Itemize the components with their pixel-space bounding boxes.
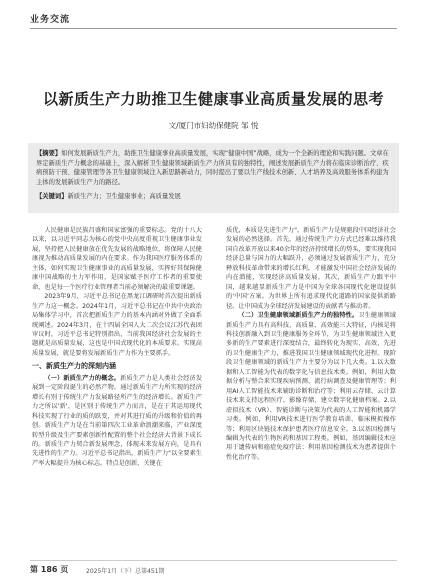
keywords-text: 新质生产力；卫生健康事业；高质量发展 — [67, 193, 181, 201]
keywords-line — [36, 191, 391, 200]
abstract-text: 如何发展新质生产力，助推卫生健康事业高质量发展，实现“健康中国”战略，成为一个全新的理论和实践问题。文章在界定新质生产力概念的基础上，深入解析卫生健康领域新质生产力所具有的独特性，阐述发展新质生产力将在临床诊断治疗、疾病预防干预、健康管理等各卫生健康领域注入新思路新动力，同时提出了要以生产线技术创新、人才培养及高效服务体系构建为主体的发展新质生产力的路径。 — [36, 150, 389, 186]
article-title: 以新质生产力助推卫生健康事业高质量发展的思考 — [42, 90, 384, 108]
sub-heading: （一）新质生产力的概念。 — [44, 374, 121, 382]
issue-info: 2025年1月（下）总第451期 — [86, 568, 165, 575]
section-rule — [30, 28, 397, 29]
sub-heading: （二）卫生健康领域新质生产力的独特性。 — [238, 312, 359, 320]
page-footer — [30, 560, 397, 577]
sub-paragraph-text: 卫生健康领域新质生产力具有高科技、高质量、高效能三大特征，内核是将科技创新融入到卫生健康服务全环节，为卫生健康领域注入更多新的生产要素进行深度结合，最终转化为现实、高效、先进的卫生健康生产力，推进我国卫生健康领域现代化进程。现阶段卫生健康领域的新质生产力主要分为以下几大类。1.以大数据和人工智能为代表的数字化与信息技术类。例如，利用大数据分析与整合来实现疾病预测、流行病调查及健康管理等；利用AI人工智能技术来辅助诊断和治疗等；利用云存储、云计算技术来支持远程医疗、影像存储、建立数字化健康档案。2.以虚拟技术（VR）、智能诊断与决策为代表的人工智能和机器学习类。例如，利用VR技术进行医学教育培训、临床模拟操作等；利用区块链技术保护患者医疗信息安全。3.以基因检测与编辑为代表的生物医药和基因工程类。例如，基因编辑技术应用于遗传病和癌症免疫疗法；利用基因检测技术为患者提供个性化治疗等。 — [226, 312, 396, 461]
abstract-label: 【摘要】 — [36, 150, 62, 157]
body-paragraph — [32, 374, 202, 469]
body-paragraph: 2023年9月，习近平总书记在黑龙江调研时首次提出新质生产力这一概念。2024年1月，习近平总书记在中共中央政治局集体学习中，首次把新质生产力的基本内涵对外做了全面系统阐述。2024年3月，在十四届全国人大二次会议江苏代表团审议时，习近平总书记特别指出，当前我国经济社会发展的主题就是高质量发展，这也是中国式现代化的本质要求。实现高质量发展，就是要将发展新质生产力作为主要抓手。 — [32, 293, 202, 357]
article-author: 文/厦门市妇幼保健院 邹 悦 — [168, 121, 259, 130]
sub-paragraph-text: 新质生产力是人类社会经济发展到一定阶段诞生的必然产物。通过新质生产力所实现的经济增长有别于传统生产力发展路径所产生的经济增长。新质生产力之所以'新'，是区别于传统生产力而言，是在于其运用现代科技实现了行业的质的跃变，并对其进行质的升级和价值的再创。新质生产力是在当前第四次工业革命浪潮来临，产业深度转型升级及生产要素创新性配置的整个社会经济大背景下成长的。新质生产力契合新发展理念，体现未来发展方向，是具有先进性的生产力。习近平总书记指出，新质生产力"以全要素生产率大幅提升为核心标志，特点是创新，关键在 — [32, 374, 203, 467]
abstract-box — [28, 143, 399, 213]
keywords-label: 【关键词】 — [36, 193, 68, 201]
section-heading: 一、新质生产力的深刻内涵 — [32, 362, 116, 371]
left-column — [32, 226, 202, 468]
right-column — [226, 226, 396, 462]
section-label: 业务交流 — [30, 15, 71, 25]
body-paragraph — [226, 311, 396, 462]
body-paragraph: 人民健康是民族昌盛和国家富强的重要标志。党的十八大以来，以习近平同志为核心的党中央高度重视卫生健康事业发展，坚持把人民健康放在优先发展的战略地位，将保障人民健康视为推动高质量发展的内在要求。作为我国医疗服务体系的主体，如何实现卫生健康事业的高质量发展，实挥好其保障健康中国战略的主力军作用，是国家赋予医疗工作者的重要使命，也是每一个医疗行业管理者当前必须解决的最重要课题。 — [32, 227, 202, 291]
abstract-paragraph — [36, 149, 391, 187]
page-number: 第 186 页 — [30, 565, 69, 574]
body-paragraph: 质优，本质是先进生产力"。新质生产力是规驱段中国经济社会发展的必然选择。首先，通过传统生产力方式已经难以维持我国自改革开放以来40余年的经济持续增长的势头，要实现我国经济总量与国力的大幅跃升，必须通过发展新质生产力，充分释放科技革命带来的增长红利，才能激发中国社会经济发展的内在潜能，实现经济高质量发展。其次，新质生产力跟平中国，越来越显新质生产力是中国为全球各国现代化建设提供的'中国'方案。为世界上所有追求现代化道路的国家提供新路径。让中国成为全球经济发展建设的贡献者与推动者。 — [226, 227, 396, 310]
